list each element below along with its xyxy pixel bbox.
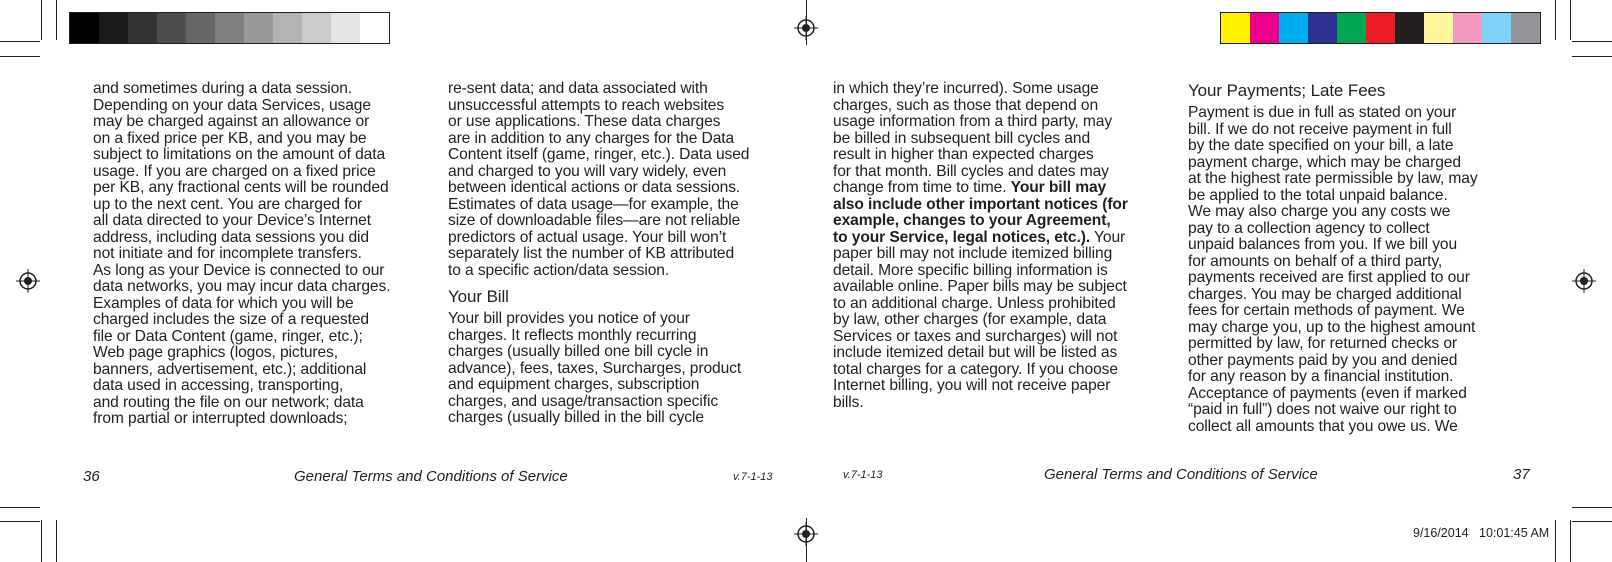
crop-mark [1572,507,1612,508]
page-number-left: 36 [83,468,100,485]
text-line: Estimates of data usage—for example, the [448,195,739,213]
text-line: advance), fees, taxes, Surcharges, product [448,359,742,377]
text-line: for that month. Bill cycles and dates may [833,162,1109,180]
text-line: be applied to the total unpaid balance. [1188,186,1448,204]
text-line: Web page graphics (logos, pictures, [93,344,338,361]
color-swatch [244,13,273,43]
text-line: by the date specified on your bill, a late [1188,137,1454,154]
text-line: be billed in subsequent bill cycles and [833,129,1091,147]
footer-title-left: General Terms and Conditions of Service [294,468,568,485]
bold-notice: to your Service, legal notices, etc.). [833,228,1091,246]
text-line: We may also charge you any costs we [1188,203,1451,220]
text-line: collect all amounts that you owe us. We [1188,417,1458,435]
crop-mark [0,507,40,508]
color-swatch [1482,13,1511,43]
text-line: file or Data Content (game, ringer, etc.); [93,327,363,345]
text-line: separately list the number of KB attributed [448,245,735,262]
footer-title-right: General Terms and Conditions of Service [1044,466,1318,483]
text-line: fees for certain methods of payment. We [1188,302,1465,319]
text-line: not initiate and for incomplete transfers. [93,245,362,262]
text-line: or use applications. These data charges [448,113,721,130]
footer-version-right: v.7-1-13 [843,469,883,481]
text-line: bills. [833,393,864,411]
text-line [833,197,1178,214]
text-line: payment charge, which may be charged [1188,153,1461,171]
color-swatch [99,13,128,43]
color-swatch [1337,13,1366,43]
section-heading-payments: Your Payments; Late Fees [1188,81,1386,100]
text-line: subject to limitations on the amount of data [93,146,386,163]
text-line: and charged to you will vary widely, even [448,162,727,180]
text-line: for any reason by a financial institution. [1188,368,1454,385]
text-line: “paid in full”) does not waive our right to [1188,401,1457,418]
crop-mark [1570,0,1571,40]
color-swatch [302,13,331,43]
crop-mark [56,0,57,40]
text-line: to your Service, legal notices, etc.). Your [833,228,1126,246]
registration-mark-icon [794,16,818,40]
text-line: As long as your Device is connected to our [93,261,385,279]
crop-mark [1555,520,1556,562]
text-line: for amounts on behalf of a third party, [1188,252,1443,270]
crop-mark [1572,56,1612,57]
color-swatch [1221,13,1250,43]
text-line: usage information from a third party, may [833,113,1113,130]
text-line: available online. Paper bills may be subject [833,278,1127,295]
text-line: Your bill provides you notice of your [448,310,690,327]
text-line: Services or taxes and surcharges) will not [833,327,1118,345]
text-line: unpaid balances from you. If we bill you [1188,236,1458,253]
text-line: unsuccessful attempts to reach websites [448,96,725,114]
text-line: Internet billing, you will not receive paper [833,377,1111,394]
text-line: total charges for a category. If you choose [833,360,1118,378]
text-line: all data directed to your Device’s Internet [93,212,371,229]
crop-mark [41,0,42,40]
text-line: on a fixed price per KB, and you may be [93,129,367,147]
text-line: may charge you, up to the highest amount [1188,318,1476,336]
text-line: change from time to time. Your bill may [833,179,1107,196]
text-line: in which they’re incurred). Some usage [833,80,1099,97]
crop-mark [41,520,42,562]
color-swatch [1511,13,1540,43]
text-line: Payment is due in full as stated on your [1188,104,1457,121]
text-line: to an additional charge. Unless prohibited [833,294,1116,312]
section-heading-your-bill: Your Bill [448,287,509,306]
text-line: Examples of data for which you will be [93,294,354,312]
text-line: charges, such as those that depend on [833,96,1099,114]
color-swatch [273,13,302,43]
text-line: address, including data sessions you did [93,228,369,246]
text-line: per KB, any fractional cents will be rounded [93,179,389,196]
left-page-column-1 [93,81,428,428]
crop-mark [1572,41,1612,42]
text-line: up to the next cent. You are charged for [93,195,363,213]
text-line: pay to a collection agency to collect [1188,219,1430,237]
footer-version-left: v.7-1-13 [733,471,773,483]
color-swatch [70,13,99,43]
text-line: include itemized detail but will be listed as [833,344,1118,361]
color-swatch [1308,13,1337,43]
bold-notice: Your bill may [1010,179,1107,196]
text-line: between identical actions or data sessions. [448,179,741,196]
crop-mark [1555,0,1556,40]
text-line: Content itself (game, ringer, etc.). Data used [448,146,750,163]
left-page-column-2 [448,81,788,427]
bold-notice: example, changes to your Agreement, [833,212,1111,229]
text-line: to a specific action/data session. [448,261,670,279]
text-line: at the highest rate permissible by law, may [1188,170,1478,187]
right-page-column-1 [833,81,1178,411]
text-line: other payments paid by you and denied [1188,351,1458,369]
color-swatch [128,13,157,43]
crop-mark [0,521,40,522]
text-line: are in addition to any charges for the Data [448,129,735,147]
page-number-right: 37 [1513,466,1530,483]
text-line: banners, advertisement, etc.); additional [93,360,367,378]
text-line: permitted by law, for returned checks or [1188,335,1458,352]
text-line: and routing the file on our network; data [93,393,364,411]
color-swatch [1250,13,1279,43]
text-line: charges (usually billed in the bill cycle [448,409,704,426]
registration-mark-icon [794,522,818,546]
registration-mark-icon [16,269,40,293]
text-line: may be charged against an allowance or [93,113,370,130]
text-line: Acceptance of payments (even if marked [1188,384,1467,402]
text-line: by law, other charges (for example, data [833,311,1107,328]
color-swatch [1395,13,1424,43]
registration-mark-icon [1572,269,1596,293]
text-line: data used in accessing, transporting, [93,377,344,394]
text-line: detail. More specific billing information is [833,261,1108,279]
color-swatch [331,13,360,43]
crop-mark [1570,520,1571,562]
text-line: and sometimes during a data session. [93,80,353,97]
text-line: charged includes the size of a requested [93,311,370,328]
text-line [833,213,1178,230]
process-color-bar [1220,12,1541,44]
print-timestamp: 9/16/2014 10:01:45 AM [1413,526,1550,540]
grayscale-color-bar [69,12,390,44]
text-line: paper bill may not include itemized billing [833,245,1113,262]
text-line: charges, and usage/transaction specific [448,392,719,410]
color-swatch [215,13,244,43]
text-line: size of downloadable files—are not reliable [448,212,741,229]
text-line: charges (usually billed one bill cycle in [448,343,709,360]
crop-mark [56,520,57,562]
text-line: result in higher than expected charges [833,146,1094,163]
text-line: predictors of actual usage. Your bill won’t [448,228,727,246]
text-line: re-sent data; and data associated with [448,80,708,97]
color-swatch [1366,13,1395,43]
text-line: data networks, you may incur data charges. [93,278,391,295]
text-line: charges. You may be charged additional [1188,285,1462,303]
crop-mark [0,41,40,42]
crop-mark [0,56,40,57]
crop-mark [1572,521,1612,522]
text-line: bill. If we do not receive payment in full [1188,120,1452,138]
bold-notice: also include other important notices (for [833,195,1128,213]
text-line: usage. If you are charged on a fixed price [93,162,376,180]
text-line: charges. It reflects monthly recurring [448,326,697,344]
text-line: from partial or interrupted downloads; [93,410,348,427]
color-swatch [1424,13,1453,43]
text-line: and equipment charges, subscription [448,376,700,393]
right-page-column-2 [1188,81,1533,435]
text-line: Depending on your data Services, usage [93,96,371,114]
color-swatch [1453,13,1482,43]
color-swatch [1279,13,1308,43]
color-swatch [186,13,215,43]
text-line: payments received are first applied to our [1188,269,1470,286]
color-swatch [157,13,186,43]
color-swatch [360,13,389,43]
